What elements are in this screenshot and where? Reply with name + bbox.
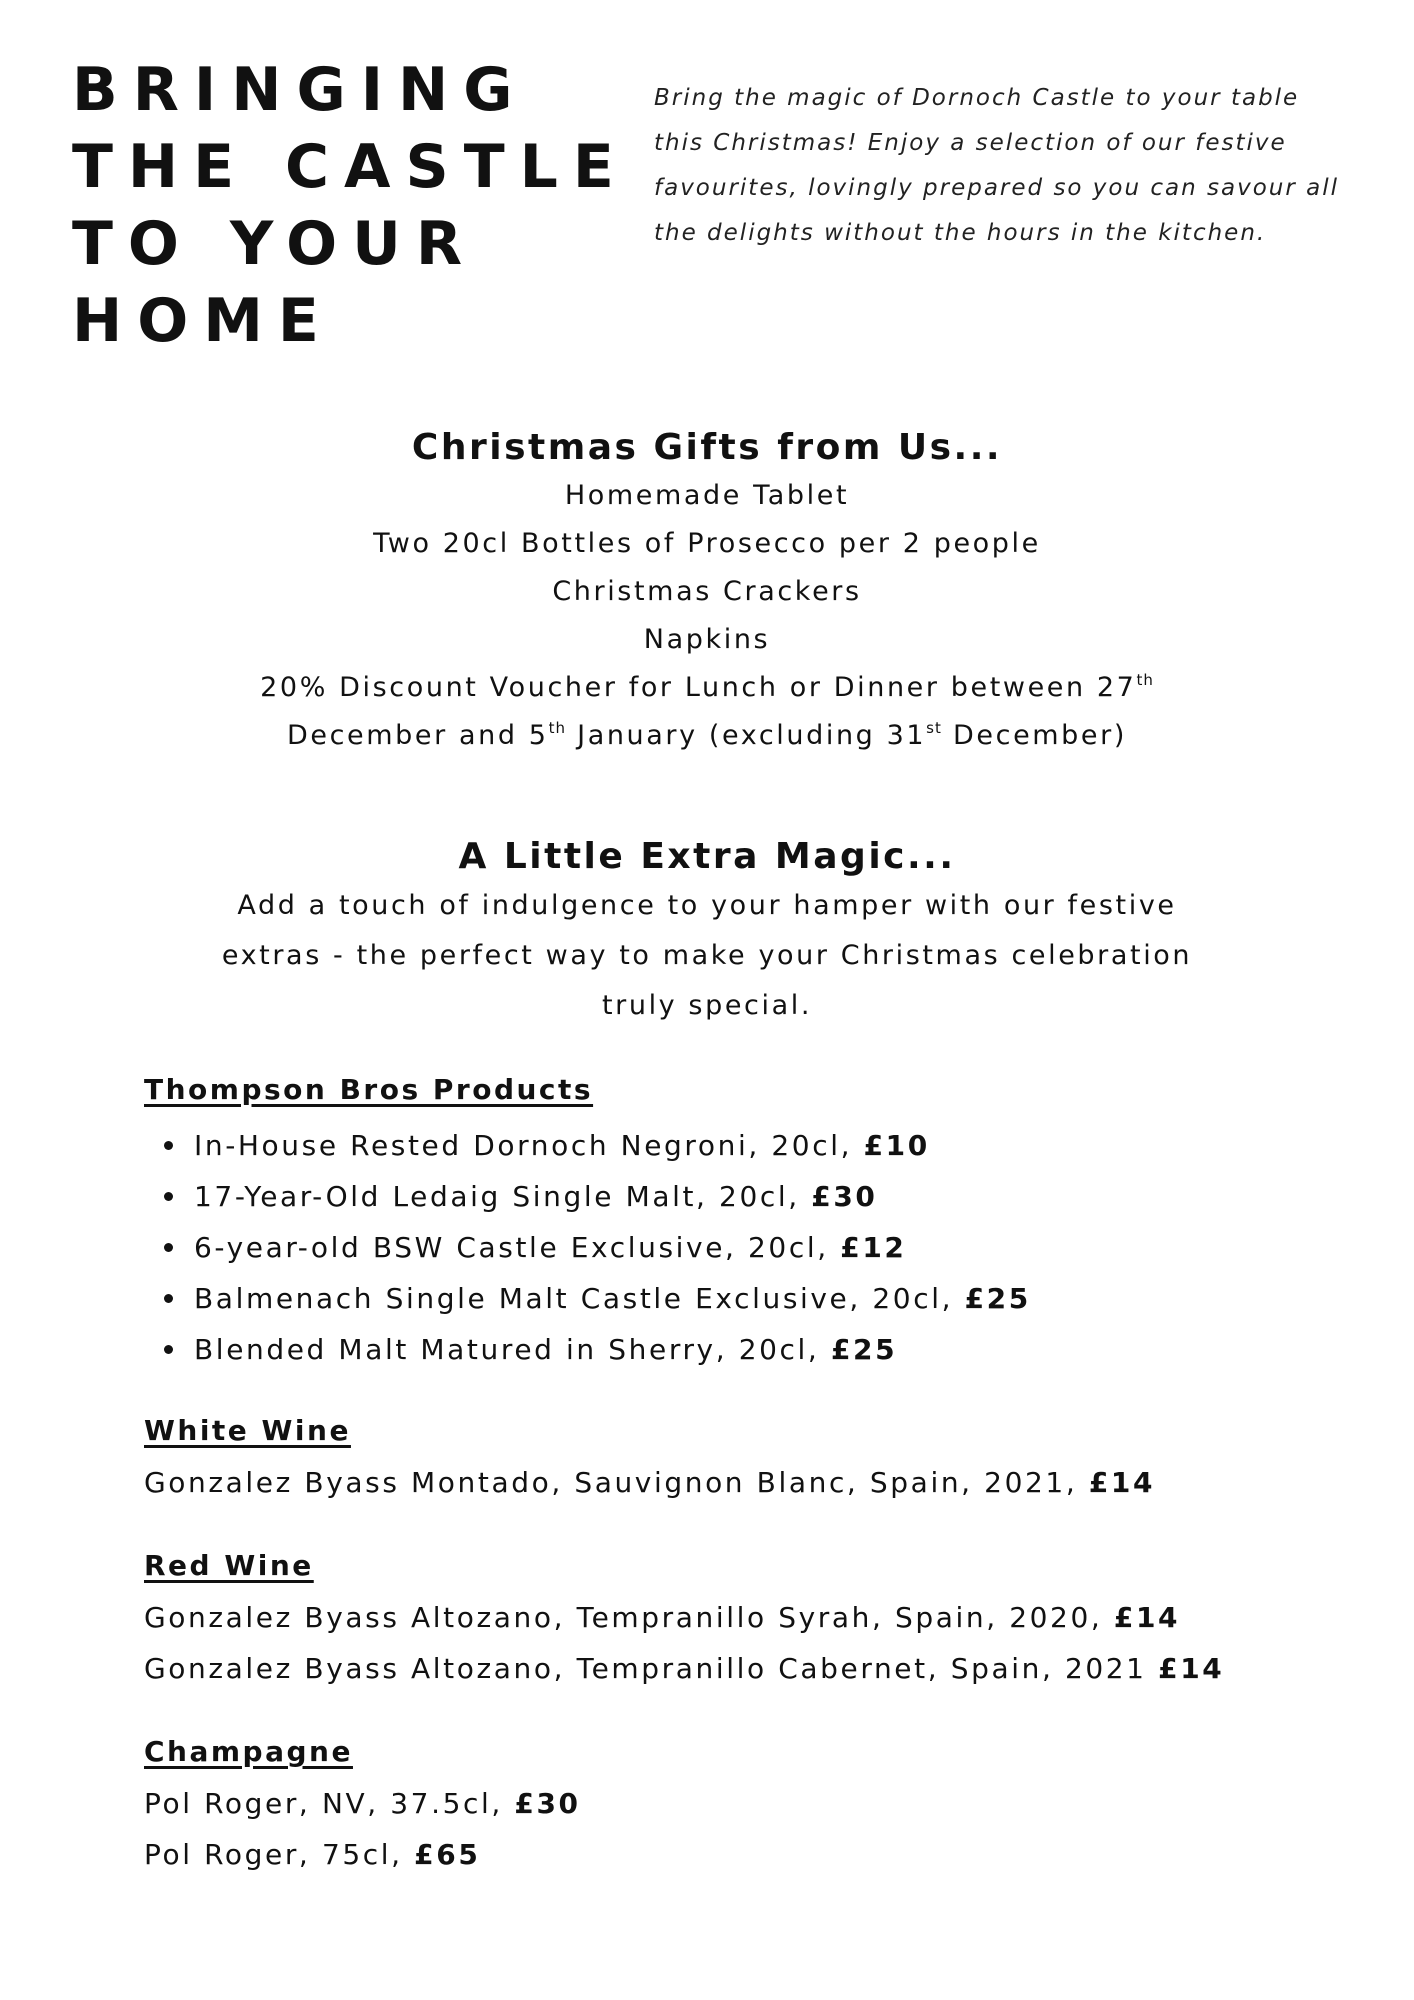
item-price: £30 — [811, 1180, 878, 1213]
wine-item — [144, 1463, 1155, 1503]
item-text: 6-year-old BSW Castle Exclusive, 20cl, — [194, 1231, 841, 1264]
intro-paragraph — [654, 76, 1374, 256]
voucher-text: 20% Discount Voucher for Lunch or Dinner between 27 — [260, 672, 1137, 703]
intro-line: the delights without the hours in the kitchen. — [654, 220, 1267, 246]
item-price: £25 — [830, 1333, 898, 1366]
intro-line: this Christmas! Enjoy a selection of our festive — [654, 130, 1287, 156]
gift-item: Christmas Crackers — [552, 576, 862, 607]
title-line: BRINGING — [72, 55, 528, 125]
list-item — [144, 1324, 1031, 1375]
page-title — [72, 52, 629, 360]
voucher-text: December) — [941, 720, 1127, 751]
item-price: £10 — [863, 1129, 930, 1162]
list-item — [144, 1273, 1031, 1324]
list-item — [144, 1222, 1031, 1273]
gift-item: Homemade Tablet — [564, 480, 850, 511]
item-price: £14 — [1113, 1601, 1181, 1634]
item-text: Gonzalez Byass Montado, Sauvignon Blanc, Spain, 2021, — [144, 1466, 1089, 1499]
item-text: Pol Roger, NV, 37.5cl, — [144, 1787, 515, 1820]
title-line: THE CASTLE — [72, 132, 629, 202]
title-line: HOME — [72, 286, 334, 356]
voucher-text: December and 5 — [287, 720, 549, 751]
gifts-section — [0, 424, 1414, 760]
item-price: £30 — [514, 1787, 581, 1820]
item-text: 17-Year-Old Ledaig Single Malt, 20cl, — [194, 1180, 812, 1213]
item-text: Gonzalez Byass Altozano, Tempranillo Cabernet, Spain, 2021 — [144, 1652, 1159, 1685]
item-price: £14 — [1158, 1652, 1225, 1685]
white-wine-heading: White Wine — [144, 1414, 351, 1447]
gifts-heading: Christmas Gifts from Us... — [411, 427, 1003, 468]
item-text: Balmenach Single Malt Castle Exclusive, 20cl, — [194, 1282, 965, 1315]
thompson-heading: Thompson Bros Products — [144, 1073, 594, 1106]
item-text: Gonzalez Byass Altozano, Tempranillo Syrah, Spain, 2020, — [144, 1601, 1114, 1634]
list-item — [144, 1171, 1031, 1222]
extras-description-line: extras - the perfect way to make your Christmas celebration — [221, 940, 1193, 971]
wine-item — [144, 1598, 1180, 1638]
extras-heading: A Little Extra Magic... — [458, 836, 956, 877]
ordinal-suffix: st — [926, 719, 942, 737]
voucher-line-2 — [0, 712, 1414, 760]
thompson-list — [144, 1120, 1031, 1375]
item-price: £25 — [964, 1282, 1031, 1315]
item-price: £12 — [840, 1231, 907, 1264]
extras-section — [0, 833, 1414, 1031]
champagne-item — [144, 1784, 581, 1824]
champagne-item — [144, 1835, 480, 1875]
extras-description-line: Add a touch of indulgence to your hamper with our festive — [237, 890, 1177, 921]
intro-line: favourites, lovingly prepared so you can savour all — [654, 175, 1339, 201]
item-price: £65 — [414, 1838, 481, 1871]
title-line: TO YOUR — [72, 209, 478, 279]
gift-item: Napkins — [643, 624, 771, 655]
intro-line: Bring the magic of Dornoch Castle to your table — [654, 85, 1300, 111]
gift-item: Two 20cl Bottles of Prosecco per 2 people — [373, 528, 1041, 559]
extras-description-line: truly special. — [601, 990, 813, 1021]
voucher-line-1 — [0, 664, 1414, 712]
item-text: Blended Malt Matured in Sherry, 20cl, — [194, 1333, 831, 1366]
item-text: In-House Rested Dornoch Negroni, 20cl, — [194, 1129, 864, 1162]
list-item — [144, 1120, 1031, 1171]
wine-item — [144, 1649, 1224, 1689]
voucher-text: January (excluding 31 — [565, 720, 927, 751]
item-price: £14 — [1088, 1466, 1156, 1499]
red-wine-heading: Red Wine — [144, 1549, 314, 1582]
item-text: Pol Roger, 75cl, — [144, 1838, 415, 1871]
ordinal-suffix: th — [1136, 671, 1154, 689]
champagne-heading: Champagne — [144, 1735, 353, 1768]
ordinal-suffix: th — [548, 719, 566, 737]
